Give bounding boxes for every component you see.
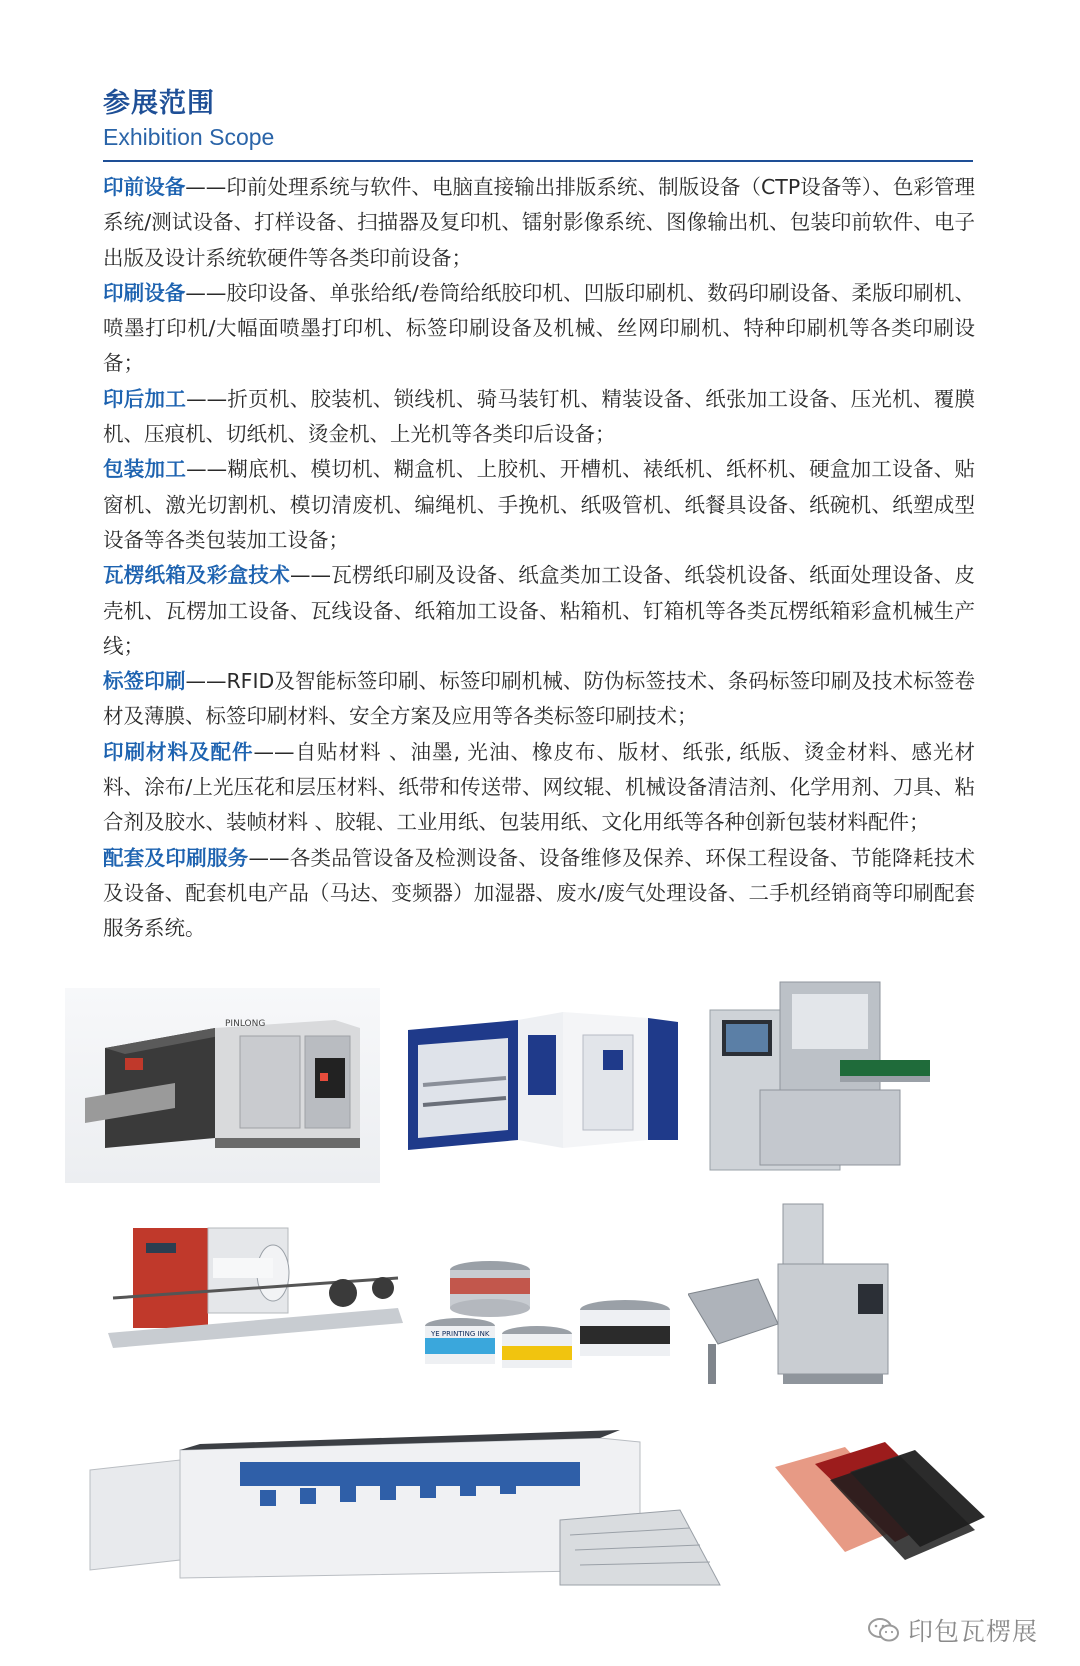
scope-item-label: [103, 664, 975, 735]
scope-item-postpress: [103, 382, 975, 453]
section-title-en: Exhibition Scope: [103, 124, 275, 150]
scope-label: 配套及印刷服务: [103, 845, 249, 870]
scope-text: ——瓦楞纸印刷及设备、纸盒类加工设备、纸袋机设备、纸面处理设备、皮壳机、瓦楞加工设备、瓦线设备、纸箱加工设备、粘箱机、钉箱机等各类瓦楞纸箱彩盒机械生产线；: [103, 563, 976, 658]
section-title-cn: 参展范围: [103, 88, 215, 119]
blue-machine-photo: [388, 990, 688, 1182]
scope-item-prepress: [103, 170, 975, 276]
ink-brand-text: YE PRINTING INK: [431, 1330, 490, 1338]
scope-text: ——自贴材料 、油墨, 光油、橡皮布、版材、纸张, 纸版、烫金材料、感光材料、涂布/上光压花和层压材料、纸带和传送带、网纹辊、机械设备清洁剂、化学用剂、刀具、粘合剂及胶水、装帧材料 、胶辊、工业用纸、包装用纸、文化用纸等各种创新包装材料配件；: [103, 739, 975, 835]
scope-text: ——印前处理系统与软件、电脑直接输出排版系统、制版设备（CTP设备等）、色彩管理系统/测试设备、打样设备、扫描器及复印机、镭射影像系统、图像输出机、包装印前软件、电子出版及设计系统软硬件等各类印前设备；: [103, 175, 976, 270]
scope-label: 瓦楞纸箱及彩盒技术: [103, 563, 290, 588]
scope-item-services: [103, 841, 975, 947]
account-watermark: [868, 1612, 1038, 1648]
scope-label: 印刷材料及配件: [103, 739, 254, 764]
corrugated-printer-photo: [65, 988, 380, 1183]
printing-ink-cans-photo: [425, 1248, 680, 1373]
material-sheets-photo: [755, 1442, 995, 1562]
scope-text: ——胶印设备、单张给纸/卷筒给纸胶印机、凹版印刷机、数码印刷设备、柔版印刷机、喷墨打印机/大幅面喷墨打印机、标签印刷设备及机械、丝网印刷机、特种印刷机等各类印刷设备；: [103, 280, 976, 376]
vertical-packaging-machine-photo: [688, 1194, 938, 1392]
scope-label: 印后加工: [103, 386, 187, 411]
heading-divider: [103, 160, 973, 162]
offset-press-photo: [80, 1420, 725, 1590]
wechat-icon: [868, 1617, 900, 1643]
scope-list: [103, 170, 975, 947]
watermark-text: 印包瓦楞展: [908, 1617, 1039, 1646]
scope-text: ——RFID及智能标签印刷、标签印刷机械、防伪标签技术、条码标签印刷及技术标签卷材及薄膜、标签印刷材料、安全方案及应用等各类标签印刷技术；: [103, 669, 975, 729]
scope-text: ——糊底机、模切机、糊盒机、上胶机、开槽机、裱纸机、纸杯机、硬盒加工设备、贴窗机、激光切割机、模切清废机、编绳机、手挽机、纸吸管机、纸餐具设备、纸碗机、纸塑成型设备等各类包装加工设备；: [103, 457, 976, 552]
scope-item-materials: [103, 735, 975, 841]
scope-label: 印刷设备: [103, 280, 186, 305]
scope-text: ——折页机、胶装机、锁线机、骑马装钉机、精装设备、纸张加工设备、压光机、覆膜机、压痕机、切纸机、烫金机、上光机等各类印后设备；: [103, 386, 976, 447]
scope-item-packaging: [103, 452, 975, 558]
pouch-packaging-machine-photo: [700, 970, 950, 1180]
machine-brand-text: PINLONG: [225, 1019, 266, 1029]
scope-item-printing: [103, 276, 975, 382]
scope-text: ——各类品管设备及检测设备、设备维修及保养、环保工程设备、节能降耗技术及设备、配套机电产品（马达、变频器）加湿器、废水/废气处理设备、二手机经销商等印刷配套服务系统。: [103, 845, 976, 941]
scope-label: 印前设备: [103, 175, 186, 199]
scope-label: 标签印刷: [103, 669, 186, 694]
lamination-machine-photo: [98, 1198, 418, 1382]
scope-item-corrugated: [103, 558, 975, 664]
scope-label: 包装加工: [103, 457, 187, 482]
section-heading: [103, 86, 274, 152]
